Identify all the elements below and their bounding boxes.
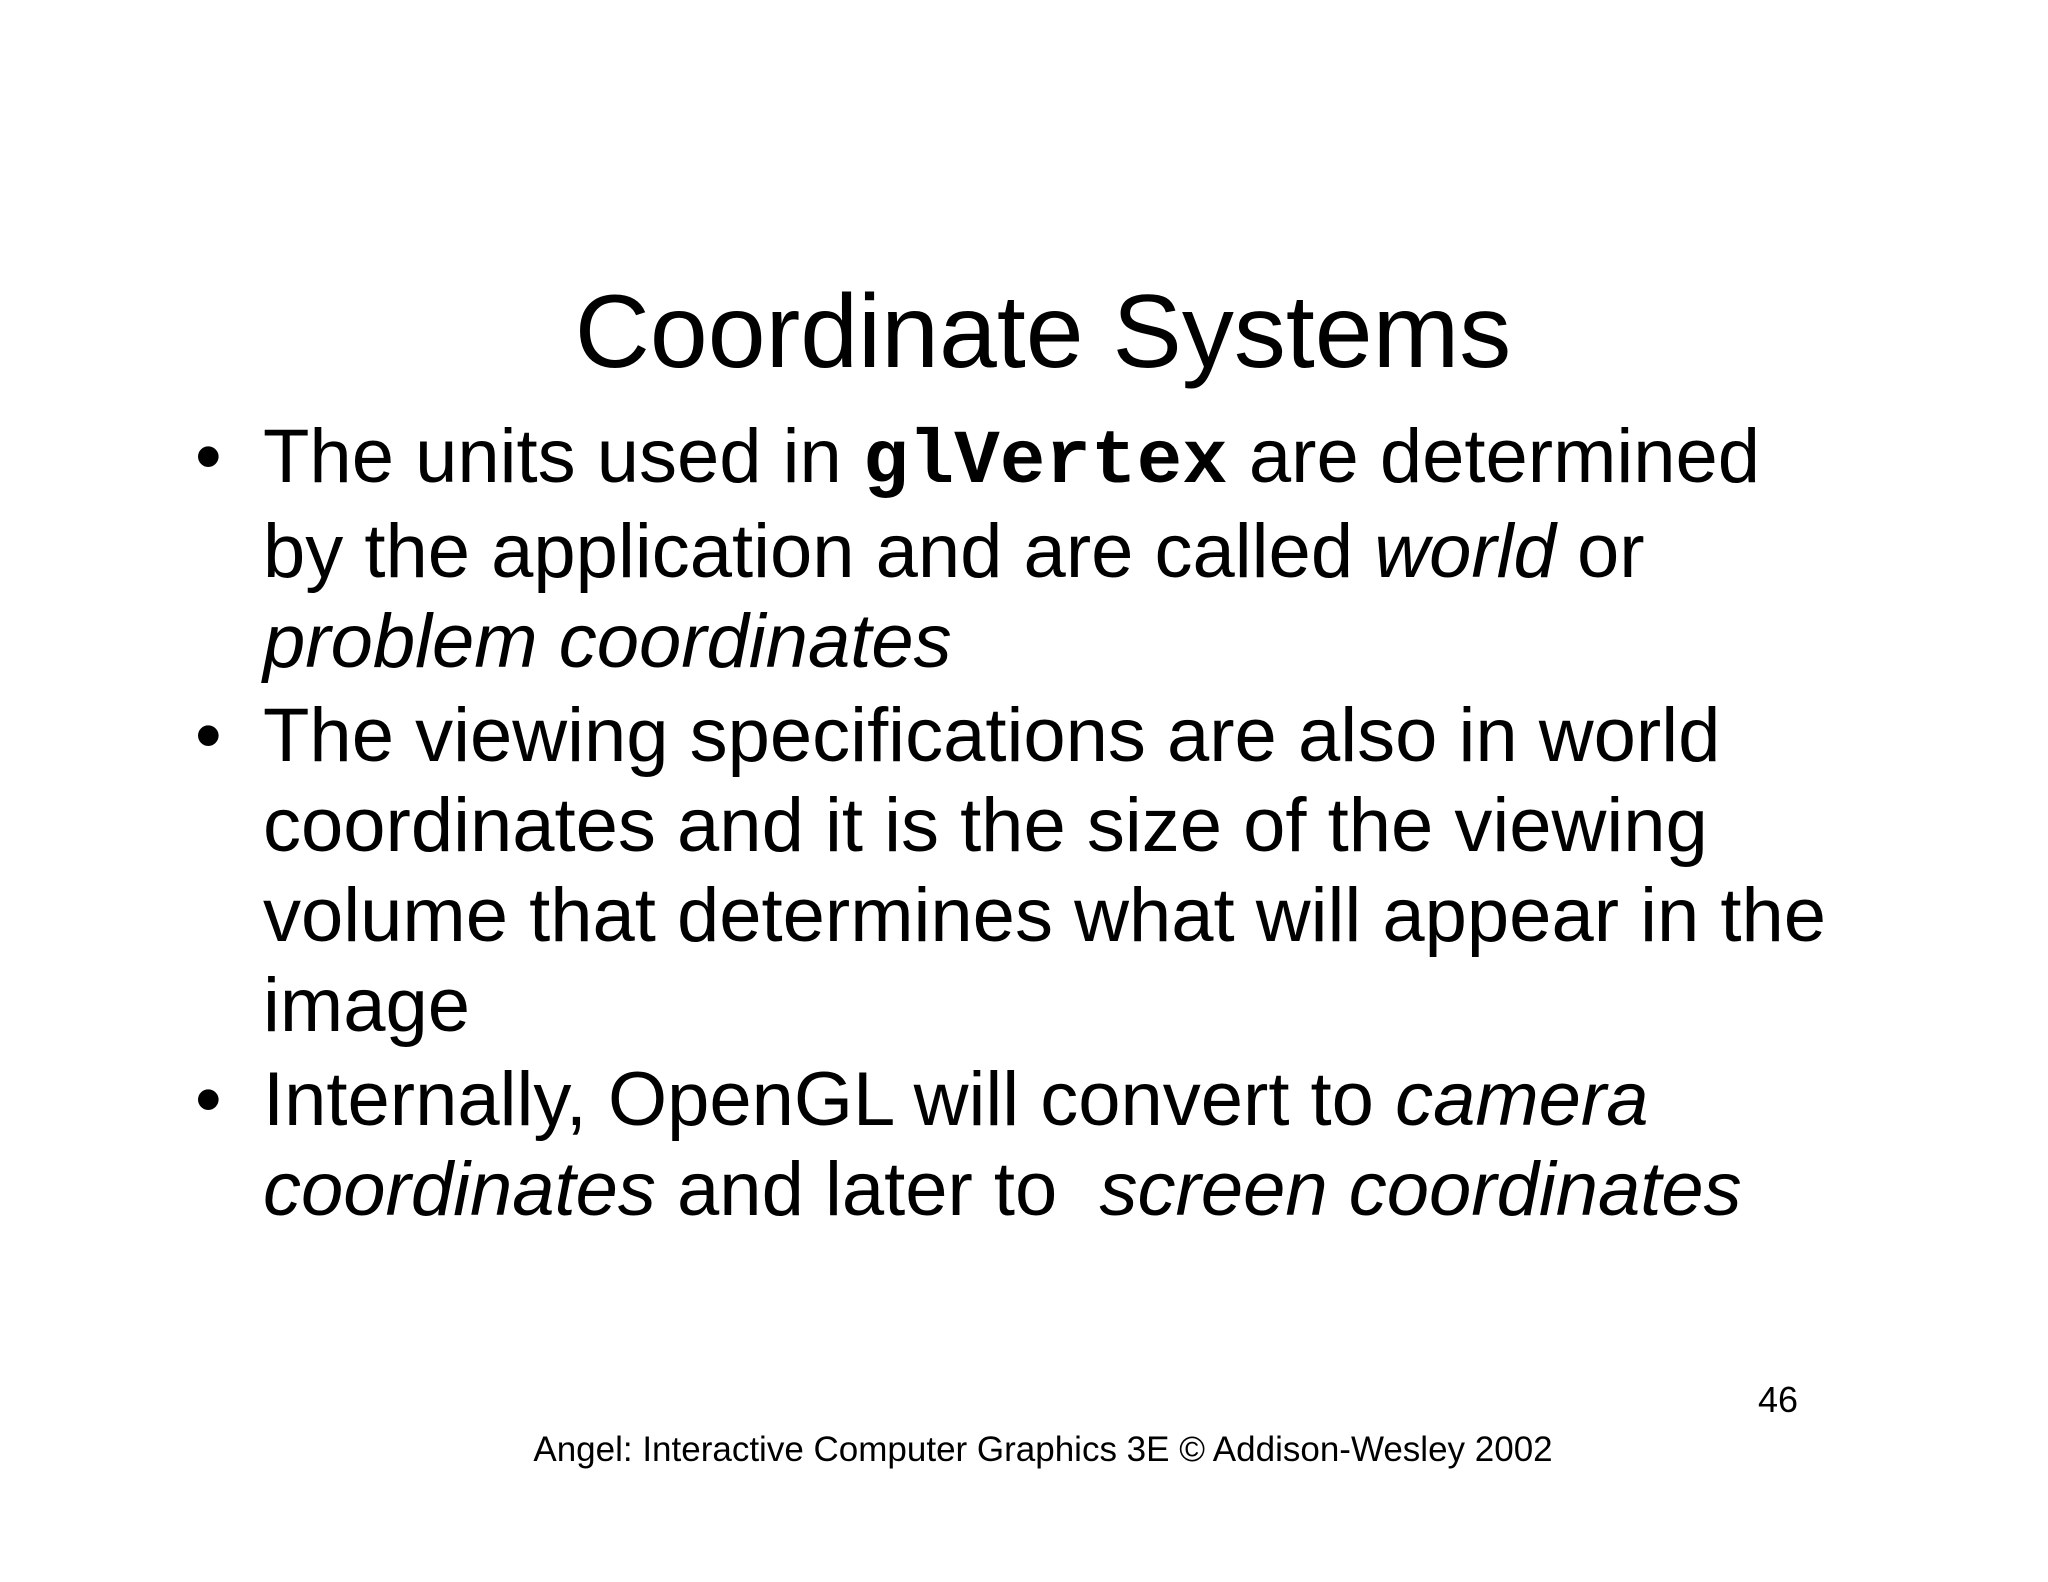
bullet-icon: •: [195, 414, 222, 499]
bullet-text: The units used in glVertex are determined by the application and are called world or problem coordinates: [263, 414, 1761, 684]
bullet-text: Internally, OpenGL will convert to camera coordinates and later to screen coordinates: [263, 1057, 1742, 1232]
bullet-item: [195, 412, 1835, 687]
footer-citation: Angel: Interactive Computer Graphics 3E © Addison-Wesley 2002: [533, 1430, 1553, 1469]
slide-title: Coordinate Systems: [574, 274, 1512, 390]
bullet-icon: •: [195, 693, 222, 778]
emphasis-term: camera coordinates: [263, 1057, 1649, 1232]
bullet-text: The viewing specifications are also in world coordinates and it is the size of the viewing volume that determines what will appear in the image: [263, 693, 1827, 1048]
bullet-list: [195, 412, 1835, 1239]
emphasis-term: screen coordinates: [1099, 1147, 1742, 1232]
code-term: glVertex: [862, 419, 1228, 505]
bullet-icon: •: [195, 1057, 222, 1142]
bullet-item: [195, 691, 1835, 1051]
emphasis-term: problem coordinates: [263, 599, 952, 684]
emphasis-term: world: [1374, 509, 1556, 594]
page-number: 46: [1758, 1379, 1799, 1420]
bullet-item: [195, 1055, 1835, 1235]
